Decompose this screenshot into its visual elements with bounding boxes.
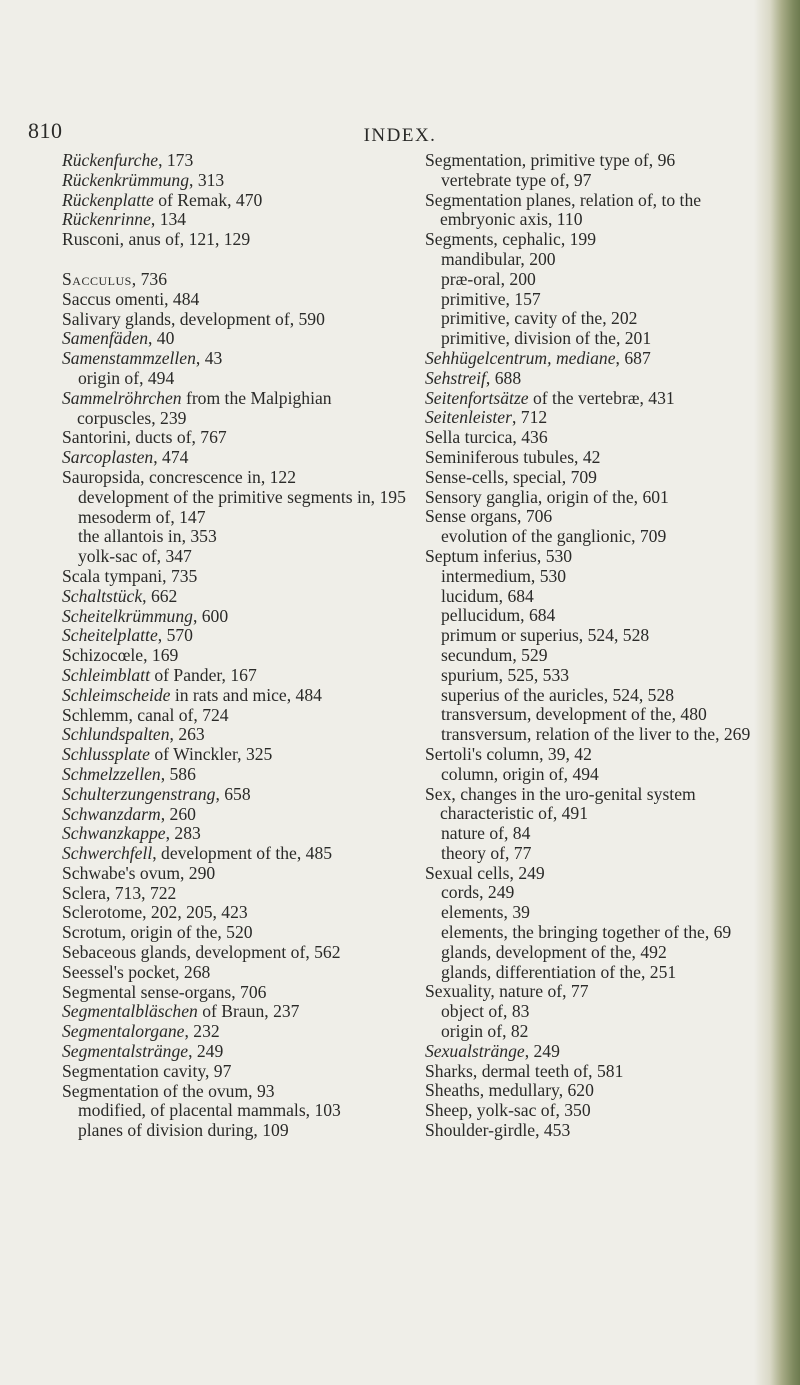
index-entry: Sella turcica, 436 bbox=[425, 427, 548, 448]
index-entry: Schizocœle, 169 bbox=[62, 645, 179, 666]
index-entry: Segmentation of the ovum, 93 bbox=[62, 1080, 275, 1101]
index-subentry: transversum, development of the, 480 bbox=[441, 704, 707, 725]
index-term: Seitenleister bbox=[425, 407, 512, 428]
index-locator: , 688 bbox=[485, 367, 522, 388]
page-number: 810 bbox=[28, 118, 63, 143]
index-locator: of Winckler, 325 bbox=[149, 744, 273, 765]
running-header: INDEX. bbox=[363, 125, 437, 146]
index-entry bbox=[62, 666, 407, 686]
index-locator: of Braun, 237 bbox=[197, 1001, 300, 1022]
index-term: Samenfäden bbox=[62, 328, 148, 349]
index-entry bbox=[425, 1042, 770, 1062]
index-entry bbox=[62, 389, 407, 429]
index-entry: Rusconi, anus of, 121, 129 bbox=[62, 229, 251, 250]
index-entry: Salivary glands, development of, 590 bbox=[62, 308, 325, 329]
index-subentry: development of the primitive segments in, 195 bbox=[78, 486, 406, 507]
index-subentry: primitive, cavity of the, 202 bbox=[441, 308, 638, 329]
index-locator: , development of the, 485 bbox=[152, 843, 333, 864]
index-term: Segmentalstränge bbox=[62, 1041, 189, 1062]
index-entry: Septum inferius, 530 bbox=[425, 545, 573, 566]
index-term: Segmentalorgane bbox=[62, 1021, 185, 1042]
index-locator: from the Malpighian corpuscles, 239 bbox=[77, 387, 332, 428]
index-entry bbox=[425, 369, 770, 389]
index-entry: Sheep, yolk-sac of, 350 bbox=[425, 1100, 591, 1121]
index-entry bbox=[62, 1002, 407, 1022]
index-entry bbox=[62, 171, 407, 191]
index-term: Sammelröhrchen bbox=[62, 387, 182, 408]
index-locator: , 173 bbox=[158, 150, 194, 170]
index-locator: of Remak, 470 bbox=[153, 189, 263, 210]
index-locator: , 313 bbox=[189, 169, 225, 190]
index-subentry: planes of division during, 109 bbox=[78, 1120, 289, 1141]
index-subentry: cords, 249 bbox=[441, 882, 515, 903]
index-entry: Sclera, 713, 722 bbox=[62, 882, 177, 903]
index-entry bbox=[62, 824, 407, 844]
index-entry: Seminiferous tubules, 42 bbox=[425, 446, 601, 467]
index-entry bbox=[62, 725, 407, 745]
index-entry bbox=[62, 1022, 407, 1042]
index-entry: Segments, cephalic, 199 bbox=[425, 229, 597, 250]
index-locator: , 40 bbox=[148, 328, 175, 349]
index-term: Schmelzzellen bbox=[62, 763, 161, 784]
index-subentry: yolk-sac of, 347 bbox=[78, 546, 192, 567]
index-subentry: mesoderm of, 147 bbox=[78, 506, 206, 527]
index-entry: Segmentation planes, relation of, to the embryonic axis, 110 bbox=[425, 189, 702, 230]
index-term: Seitenfortsätze bbox=[425, 387, 529, 408]
index-subentry: vertebrate type of, 97 bbox=[441, 169, 592, 190]
index-entry: Schlemm, canal of, 724 bbox=[62, 704, 229, 725]
index-term: Sarcoplasten bbox=[62, 447, 154, 468]
index-locator: , 43 bbox=[195, 348, 223, 369]
index-subentry: lucidum, 684 bbox=[441, 585, 534, 606]
index-entry: Sense-cells, special, 709 bbox=[425, 466, 597, 487]
index-subentry: nature of, 84 bbox=[441, 823, 531, 844]
index-subentry: modified, of placental mammals, 103 bbox=[78, 1100, 341, 1121]
index-subentry: object of, 83 bbox=[441, 1001, 530, 1022]
index-term: Schleimblatt bbox=[62, 664, 150, 685]
index-locator: of Pander, 167 bbox=[149, 664, 257, 685]
index-locator: , 658 bbox=[215, 783, 251, 804]
index-locator: , 662 bbox=[142, 585, 178, 606]
index-entry bbox=[425, 408, 770, 428]
index-term: Rückenrinne bbox=[62, 209, 151, 230]
index-locator: , 134 bbox=[150, 209, 187, 230]
index-locator: , 283 bbox=[165, 823, 201, 844]
index-term: Scheitelkrümmung bbox=[62, 605, 193, 626]
index-locator: , 570 bbox=[157, 625, 193, 646]
index-subentry: evolution of the ganglionic, 709 bbox=[441, 526, 667, 547]
index-entry: Sauropsida, concrescence in, 122 bbox=[62, 466, 297, 487]
index-subentry: præ-oral, 200 bbox=[441, 268, 536, 289]
index-term: Segmentalbläschen bbox=[62, 1001, 198, 1022]
index-subentry: transversum, relation of the liver to the, 269 bbox=[441, 724, 751, 745]
index-entry: Segmentation, primitive type of, 96 bbox=[425, 150, 676, 170]
index-entry: Santorini, ducts of, 767 bbox=[62, 427, 227, 448]
index-subentry: theory of, 77 bbox=[441, 842, 532, 863]
index-entry: Sertoli's column, 39, 42 bbox=[425, 743, 592, 764]
index-locator: , 263 bbox=[169, 724, 205, 745]
index-column-right bbox=[425, 151, 770, 1141]
index-entry: Schwabe's ovum, 290 bbox=[62, 862, 216, 883]
index-entry bbox=[62, 626, 407, 646]
index-entry: Scala tympani, 735 bbox=[62, 565, 198, 586]
index-entry bbox=[62, 587, 407, 607]
index-subentry: glands, development of the, 492 bbox=[441, 941, 667, 962]
index-subentry: elements, the bringing together of the, 69 bbox=[441, 922, 732, 943]
index-subentry: primum or superius, 524, 528 bbox=[441, 625, 650, 646]
index-locator: , 736 bbox=[131, 268, 167, 289]
index-subentry: the allantois in, 353 bbox=[78, 526, 217, 547]
index-term: Schulterzungenstrang bbox=[62, 783, 216, 804]
index-entry bbox=[62, 448, 407, 468]
index-locator: , 249 bbox=[524, 1040, 560, 1061]
index-term: Schwanzkappe bbox=[62, 823, 166, 844]
index-subentry: mandibular, 200 bbox=[441, 248, 556, 269]
index-term: Samenstammzellen bbox=[62, 348, 196, 369]
index-entry bbox=[62, 1042, 407, 1062]
index-term: Schwerchfell bbox=[62, 843, 153, 864]
index-term: Schleimscheide bbox=[62, 684, 171, 705]
index-entry bbox=[62, 270, 407, 290]
index-entry bbox=[62, 349, 407, 369]
index-entry: Saccus omenti, 484 bbox=[62, 288, 200, 309]
index-entry: Segmentation cavity, 97 bbox=[62, 1060, 232, 1081]
index-entry bbox=[62, 844, 407, 864]
index-entry bbox=[62, 151, 407, 171]
index-term: Sehhügelcentrum, mediane bbox=[425, 347, 616, 368]
index-subentry: intermedium, 530 bbox=[441, 565, 567, 586]
index-entry bbox=[62, 191, 407, 211]
index-subentry: origin of, 494 bbox=[78, 367, 175, 388]
index-subentry: primitive, division of the, 201 bbox=[441, 328, 652, 349]
index-entry bbox=[425, 349, 770, 369]
index-subentry: secundum, 529 bbox=[441, 644, 548, 665]
index-term: Schlussplate bbox=[62, 744, 150, 765]
index-entry bbox=[62, 765, 407, 785]
index-term: Rückenfurche bbox=[62, 150, 159, 170]
index-locator: , 474 bbox=[153, 447, 189, 468]
index-entry bbox=[425, 389, 770, 409]
index-subentry: spurium, 525, 533 bbox=[441, 664, 570, 685]
index-entry bbox=[62, 785, 407, 805]
index-locator: , 260 bbox=[160, 803, 196, 824]
index-entry: Sheaths, medullary, 620 bbox=[425, 1080, 594, 1101]
index-locator: , 249 bbox=[188, 1041, 224, 1062]
index-locator: of the vertebræ, 431 bbox=[528, 387, 675, 408]
index-entry bbox=[62, 607, 407, 627]
index-subentry: column, origin of, 494 bbox=[441, 763, 599, 784]
index-term: Sacculus bbox=[62, 268, 132, 289]
index-entry bbox=[62, 745, 407, 765]
index-subentry: superius of the auricles, 524, 528 bbox=[441, 684, 675, 705]
index-term: Sexualstränge bbox=[425, 1040, 525, 1061]
index-locator: in rats and mice, 484 bbox=[170, 684, 322, 705]
index-subentry: origin of, 82 bbox=[441, 1021, 529, 1042]
index-subentry: primitive, 157 bbox=[441, 288, 541, 309]
index-locator: , 232 bbox=[184, 1021, 220, 1042]
index-entry: Sharks, dermal teeth of, 581 bbox=[425, 1060, 624, 1081]
index-entry: Sensory ganglia, origin of the, 601 bbox=[425, 486, 669, 507]
index-entry: Sex, changes in the uro-genital system characteristic of, 491 bbox=[425, 783, 696, 824]
index-locator: , 586 bbox=[160, 763, 196, 784]
index-subentry: pellucidum, 684 bbox=[441, 605, 556, 626]
index-term: Schwanzdarm bbox=[62, 803, 161, 824]
index-gap bbox=[62, 250, 407, 270]
index-locator: , 712 bbox=[511, 407, 548, 428]
index-entry bbox=[62, 686, 407, 706]
index-column-left bbox=[62, 151, 407, 1141]
index-entry: Seessel's pocket, 268 bbox=[62, 961, 211, 982]
index-term: Rückenkrümmung bbox=[62, 169, 190, 190]
index-entry bbox=[62, 329, 407, 349]
index-subentry: elements, 39 bbox=[441, 902, 530, 923]
index-term: Schaltstück bbox=[62, 585, 143, 606]
index-term: Schlundspalten bbox=[62, 724, 170, 745]
index-subentry: glands, differentiation of the, 251 bbox=[441, 961, 677, 982]
index-entry: Sexuality, nature of, 77 bbox=[425, 981, 589, 1002]
index-entry: Shoulder-girdle, 453 bbox=[425, 1120, 571, 1141]
index-entry: Sense organs, 706 bbox=[425, 506, 553, 527]
index-locator: , 687 bbox=[615, 347, 651, 368]
index-locator: , 600 bbox=[192, 605, 229, 626]
index-entry: Scrotum, origin of the, 520 bbox=[62, 922, 253, 943]
index-entry bbox=[62, 210, 407, 230]
index-term: Rückenplatte bbox=[62, 189, 154, 210]
index-entry bbox=[62, 805, 407, 825]
index-entry: Segmental sense-organs, 706 bbox=[62, 981, 267, 1002]
index-entry: Sexual cells, 249 bbox=[425, 862, 545, 883]
index-entry: Sclerotome, 202, 205, 423 bbox=[62, 902, 248, 923]
index-term: Sehstreif bbox=[425, 367, 486, 388]
index-entry: Sebaceous glands, development of, 562 bbox=[62, 942, 341, 963]
index-term: Scheitelplatte bbox=[62, 625, 158, 646]
